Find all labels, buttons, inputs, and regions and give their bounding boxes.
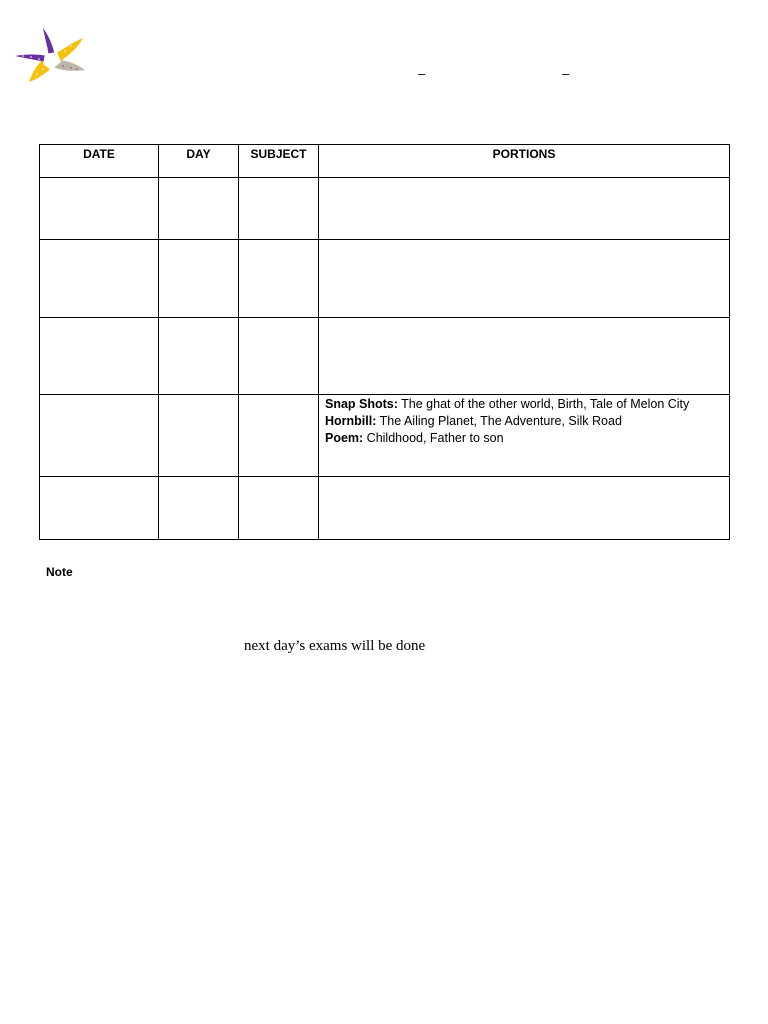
portion-label: Hornbill: bbox=[325, 414, 377, 428]
footer-text: next day’s exams will be done bbox=[244, 638, 426, 654]
portion-text: The Ailing Planet, The Adventure, Silk Road bbox=[376, 414, 622, 428]
portion-line-hornbill bbox=[325, 413, 723, 430]
table-row bbox=[40, 178, 730, 240]
day-cell bbox=[159, 477, 239, 540]
portion-label: Poem: bbox=[325, 431, 364, 445]
portions-cell bbox=[319, 318, 730, 395]
portion-line-snapshots bbox=[325, 396, 723, 413]
portions-cell bbox=[319, 395, 730, 477]
day-cell bbox=[159, 395, 239, 477]
portions-list bbox=[319, 395, 729, 447]
date-cell bbox=[40, 178, 159, 240]
column-header-portions: PORTIONS bbox=[319, 145, 730, 178]
note-label: Note bbox=[46, 565, 73, 579]
table-row bbox=[40, 240, 730, 318]
table-header-row bbox=[40, 145, 730, 178]
portions-cell bbox=[319, 477, 730, 540]
table-row bbox=[40, 395, 730, 477]
column-header-date: DATE bbox=[40, 145, 159, 178]
portion-label: Snap Shots: bbox=[325, 397, 398, 411]
table-row bbox=[40, 318, 730, 395]
header-dash-left: – bbox=[418, 66, 426, 81]
subject-cell bbox=[239, 178, 319, 240]
day-cell bbox=[159, 240, 239, 318]
subject-cell bbox=[239, 395, 319, 477]
column-header-day: DAY bbox=[159, 145, 239, 178]
date-cell bbox=[40, 477, 159, 540]
day-cell bbox=[159, 178, 239, 240]
portion-text: The ghat of the other world, Birth, Tale of Melon City bbox=[397, 397, 690, 411]
day-cell bbox=[159, 318, 239, 395]
column-header-subject: SUBJECT bbox=[239, 145, 319, 178]
date-cell bbox=[40, 318, 159, 395]
subject-cell bbox=[239, 240, 319, 318]
portions-cell bbox=[319, 178, 730, 240]
header-dash-right: – bbox=[562, 66, 570, 81]
date-cell bbox=[40, 240, 159, 318]
portion-text: Childhood, Father to son bbox=[363, 431, 504, 445]
portion-line-poem bbox=[325, 430, 723, 447]
exam-schedule-table bbox=[39, 144, 730, 540]
table-row bbox=[40, 477, 730, 540]
portions-cell bbox=[319, 240, 730, 318]
subject-cell bbox=[239, 318, 319, 395]
date-cell bbox=[40, 395, 159, 477]
subject-cell bbox=[239, 477, 319, 540]
star-logo-icon bbox=[13, 26, 91, 88]
